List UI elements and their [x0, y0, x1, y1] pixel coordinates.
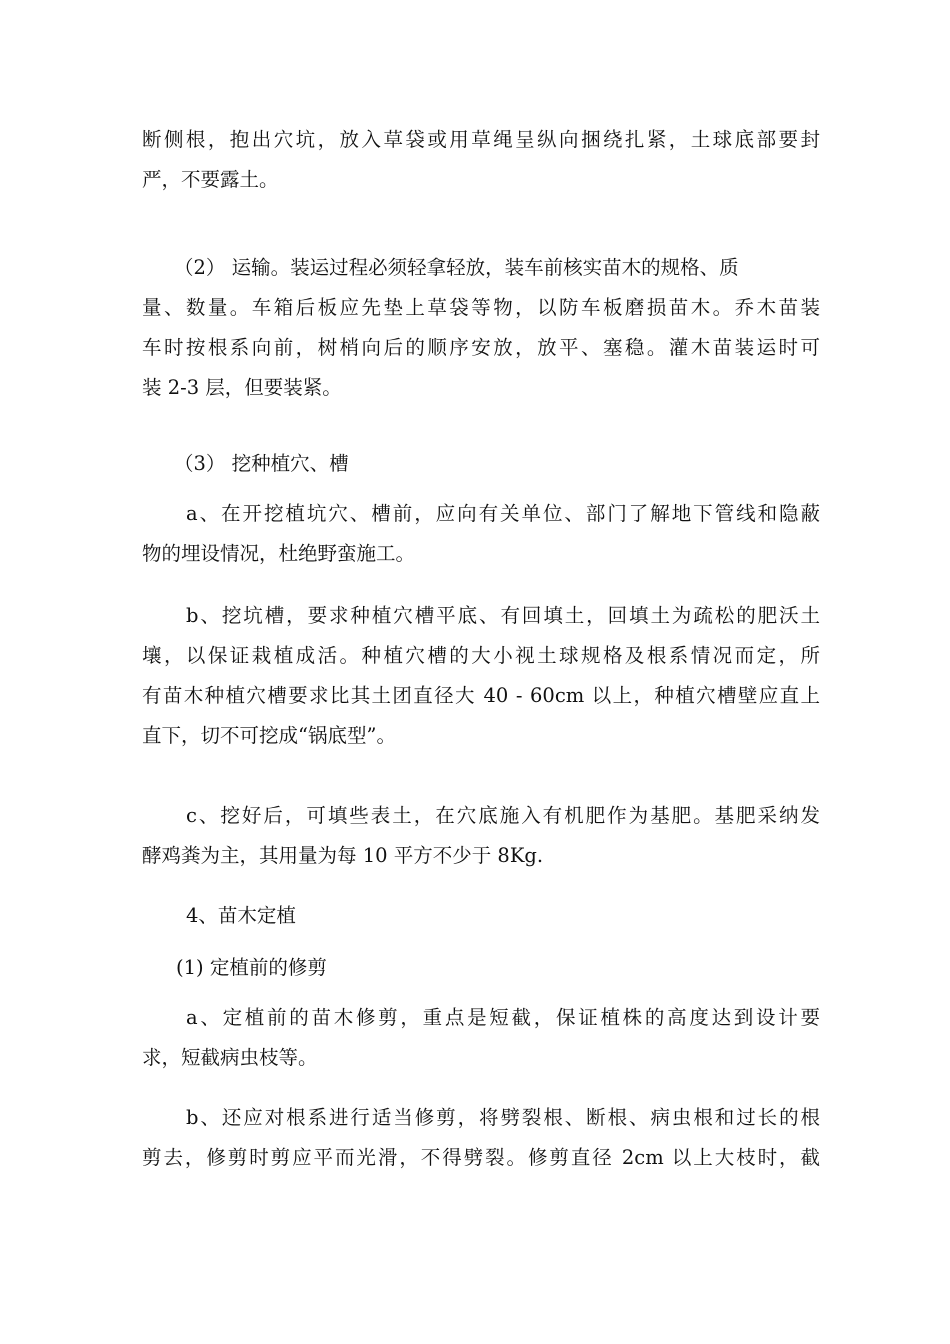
paragraph-item-b-root-pruning — [142, 1098, 820, 1178]
paragraph-transport — [142, 248, 820, 408]
heading-planting — [142, 896, 820, 936]
paragraph-line: b、还应对根系进行适当修剪，将劈裂根、断根、病虫根和过长的根 — [186, 1106, 820, 1129]
paragraph-item-b-pits — [142, 596, 820, 756]
paragraph-line: 直下，切不可挖成“锅底型”。 — [142, 724, 396, 747]
heading-pruning — [142, 948, 820, 988]
paragraph-line: 求，短截病虫枝等。 — [142, 1046, 318, 1069]
paragraph-line: 有苗木种植穴槽要求比其土团直径大 40 - 60cm 以上，种植穴槽壁应直上 — [142, 684, 820, 707]
paragraph-line: 车时按根系向前，树梢向后的顺序安放，放平、塞稳。灌木苗装运时可 — [142, 336, 820, 359]
paragraph-line: 严，不要露土。 — [142, 168, 279, 191]
paragraph-line: 物的埋设情况，杜绝野蛮施工。 — [142, 542, 416, 565]
paragraph-line: 剪去，修剪时剪应平而光滑，不得劈裂。修剪直径 2cm 以上大枝时，截 — [142, 1146, 820, 1169]
paragraph-item-a-pruning — [142, 998, 820, 1078]
paragraph-line: (1) 定植前的修剪 — [176, 956, 327, 979]
paragraph-line: c、挖好后，可填些表土，在穴底施入有机肥作为基肥。基肥采纳发 — [186, 804, 820, 827]
paragraph-line: 酵鸡粪为主，其用量为每 10 平方不少于 8Kg. — [142, 844, 544, 867]
paragraph-line: b、挖坑槽，要求种植穴槽平底、有回填土，回填土为疏松的肥沃土 — [186, 604, 820, 627]
paragraph-line: 断侧根，抱出穴坑，放入草袋或用草绳呈纵向捆绕扎紧，土球底部要封 — [142, 128, 820, 151]
paragraph-item-a-survey — [142, 494, 820, 574]
heading-dig-pits — [142, 444, 820, 484]
paragraph-line: 4、苗木定植 — [186, 904, 296, 927]
paragraph-line: a、在开挖植坑穴、槽前，应向有关单位、部门了解地下管线和隐蔽 — [186, 502, 820, 525]
paragraph-line: 量、数量。车箱后板应先垫上草袋等物，以防车板磨损苗木。乔木苗装 — [142, 296, 820, 319]
paragraph-line: （2） 运输。装运过程必须轻拿轻放，装车前核实苗木的规格、质 — [174, 256, 739, 279]
paragraph-line: （3） 挖种植穴、槽 — [174, 452, 349, 475]
paragraph-line: 壤，以保证栽植成活。种植穴槽的大小视土球规格及根系情况而定，所 — [142, 644, 820, 667]
paragraph-root-cutting — [142, 120, 820, 200]
paragraph-line: 装 2-3 层，但要装紧。 — [142, 376, 342, 399]
paragraph-line: a、定植前的苗木修剪，重点是短截，保证植株的高度达到设计要 — [186, 1006, 820, 1029]
paragraph-item-c-fertilizer — [142, 796, 820, 876]
